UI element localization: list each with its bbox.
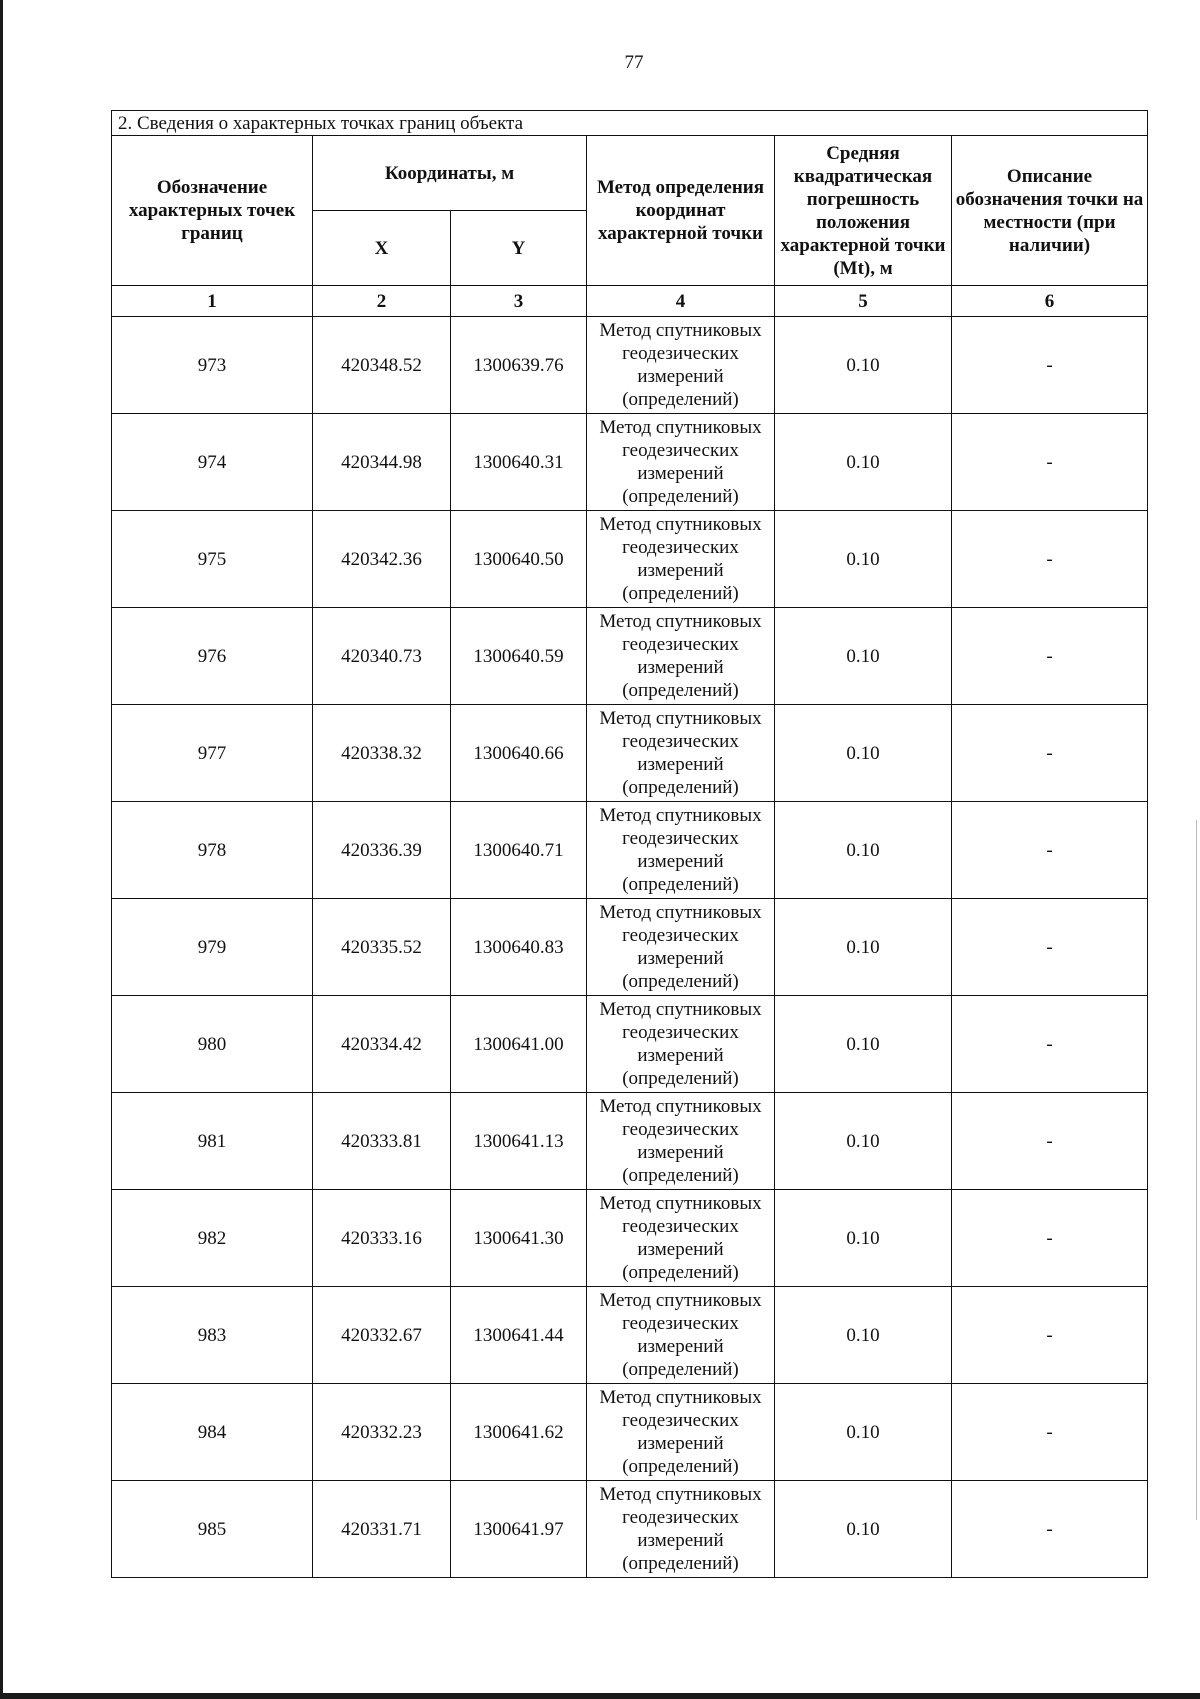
cell-description: - — [952, 996, 1148, 1093]
header-x: X — [313, 211, 451, 286]
cell-point: 983 — [112, 1287, 313, 1384]
cell-mt: 0.10 — [775, 802, 952, 899]
cell-point: 974 — [112, 414, 313, 511]
cell-mt: 0.10 — [775, 511, 952, 608]
cell-description: - — [952, 899, 1148, 996]
cell-method: Метод спутниковых геодезических измерений (определений) — [587, 1093, 775, 1190]
cell-y: 1300641.00 — [451, 996, 587, 1093]
column-number: 6 — [952, 286, 1148, 317]
cell-x: 420332.67 — [313, 1287, 451, 1384]
header-y: Y — [451, 211, 587, 286]
cell-method: Метод спутниковых геодезических измерений (определений) — [587, 1481, 775, 1578]
cell-y: 1300640.83 — [451, 899, 587, 996]
cell-mt: 0.10 — [775, 1093, 952, 1190]
cell-x: 420331.71 — [313, 1481, 451, 1578]
cell-y: 1300640.66 — [451, 705, 587, 802]
column-number: 4 — [587, 286, 775, 317]
scan-edge-bottom — [0, 1693, 1200, 1699]
cell-description: - — [952, 705, 1148, 802]
table-row — [112, 317, 1148, 414]
table-row — [112, 511, 1148, 608]
cell-description: - — [952, 511, 1148, 608]
cell-x: 420348.52 — [313, 317, 451, 414]
cell-mt: 0.10 — [775, 1384, 952, 1481]
table-row — [112, 996, 1148, 1093]
cell-x: 420340.73 — [313, 608, 451, 705]
cell-y: 1300639.76 — [451, 317, 587, 414]
table-row — [112, 899, 1148, 996]
section-title-row — [112, 111, 1148, 136]
cell-x: 420334.42 — [313, 996, 451, 1093]
cell-x: 420336.39 — [313, 802, 451, 899]
cell-y: 1300640.59 — [451, 608, 587, 705]
section-title: 2. Сведения о характерных точках границ объекта — [112, 111, 1148, 136]
cell-point: 979 — [112, 899, 313, 996]
table-row — [112, 1093, 1148, 1190]
scan-edge-right — [1196, 820, 1197, 1520]
cell-mt: 0.10 — [775, 1287, 952, 1384]
cell-point: 984 — [112, 1384, 313, 1481]
header-designation: Обозначение характерных точек границ — [112, 136, 313, 286]
cell-y: 1300640.50 — [451, 511, 587, 608]
table-row — [112, 802, 1148, 899]
cell-x: 420333.81 — [313, 1093, 451, 1190]
table-row — [112, 1384, 1148, 1481]
cell-method: Метод спутниковых геодезических измерений (определений) — [587, 996, 775, 1093]
cell-method: Метод спутниковых геодезических измерений (определений) — [587, 1190, 775, 1287]
column-number: 5 — [775, 286, 952, 317]
cell-y: 1300641.30 — [451, 1190, 587, 1287]
table-row — [112, 1287, 1148, 1384]
cell-method: Метод спутниковых геодезических измерений (определений) — [587, 705, 775, 802]
cell-point: 982 — [112, 1190, 313, 1287]
table-row — [112, 1190, 1148, 1287]
cell-mt: 0.10 — [775, 414, 952, 511]
cell-x: 420333.16 — [313, 1190, 451, 1287]
scan-edge-left — [0, 0, 3, 1699]
header-description: Описание обозначения точки на местности (при наличии) — [952, 136, 1148, 286]
cell-point: 978 — [112, 802, 313, 899]
cell-description: - — [952, 1093, 1148, 1190]
cell-mt: 0.10 — [775, 705, 952, 802]
table-row — [112, 705, 1148, 802]
cell-x: 420338.32 — [313, 705, 451, 802]
cell-method: Метод спутниковых геодезических измерений (определений) — [587, 414, 775, 511]
cell-y: 1300640.71 — [451, 802, 587, 899]
cell-method: Метод спутниковых геодезических измерений (определений) — [587, 511, 775, 608]
cell-point: 977 — [112, 705, 313, 802]
cell-x: 420335.52 — [313, 899, 451, 996]
cell-y: 1300641.97 — [451, 1481, 587, 1578]
cell-point: 980 — [112, 996, 313, 1093]
cell-x: 420342.36 — [313, 511, 451, 608]
page-number: 77 — [624, 52, 644, 73]
cell-mt: 0.10 — [775, 996, 952, 1093]
cell-description: - — [952, 802, 1148, 899]
cell-point: 973 — [112, 317, 313, 414]
boundary-points-table — [111, 110, 1148, 1578]
table-row — [112, 1481, 1148, 1578]
cell-mt: 0.10 — [775, 899, 952, 996]
column-number: 3 — [451, 286, 587, 317]
cell-method: Метод спутниковых геодезических измерений (определений) — [587, 608, 775, 705]
table-row — [112, 414, 1148, 511]
table-row — [112, 608, 1148, 705]
cell-description: - — [952, 317, 1148, 414]
column-numbers-row — [112, 286, 1148, 317]
cell-description: - — [952, 1384, 1148, 1481]
cell-description: - — [952, 608, 1148, 705]
cell-description: - — [952, 414, 1148, 511]
cell-y: 1300641.62 — [451, 1384, 587, 1481]
cell-method: Метод спутниковых геодезических измерений (определений) — [587, 899, 775, 996]
cell-mt: 0.10 — [775, 317, 952, 414]
cell-method: Метод спутниковых геодезических измерений (определений) — [587, 802, 775, 899]
cell-description: - — [952, 1287, 1148, 1384]
cell-y: 1300641.13 — [451, 1093, 587, 1190]
cell-y: 1300641.44 — [451, 1287, 587, 1384]
cell-mt: 0.10 — [775, 1481, 952, 1578]
header-coordinates: Координаты, м — [313, 136, 587, 211]
header-method: Метод определения координат характерной точки — [587, 136, 775, 286]
column-number: 2 — [313, 286, 451, 317]
cell-description: - — [952, 1481, 1148, 1578]
cell-point: 975 — [112, 511, 313, 608]
cell-method: Метод спутниковых геодезических измерений (определений) — [587, 317, 775, 414]
cell-point: 985 — [112, 1481, 313, 1578]
cell-description: - — [952, 1190, 1148, 1287]
cell-method: Метод спутниковых геодезических измерений (определений) — [587, 1384, 775, 1481]
cell-mt: 0.10 — [775, 1190, 952, 1287]
cell-x: 420332.23 — [313, 1384, 451, 1481]
cell-point: 981 — [112, 1093, 313, 1190]
header-error: Средняя квадратическая погрешность положения характерной точки (Mt), м — [775, 136, 952, 286]
cell-method: Метод спутниковых геодезических измерений (определений) — [587, 1287, 775, 1384]
cell-y: 1300640.31 — [451, 414, 587, 511]
table-body — [112, 317, 1148, 1578]
cell-x: 420344.98 — [313, 414, 451, 511]
column-number: 1 — [112, 286, 313, 317]
header-row — [112, 136, 1148, 211]
cell-mt: 0.10 — [775, 608, 952, 705]
cell-point: 976 — [112, 608, 313, 705]
